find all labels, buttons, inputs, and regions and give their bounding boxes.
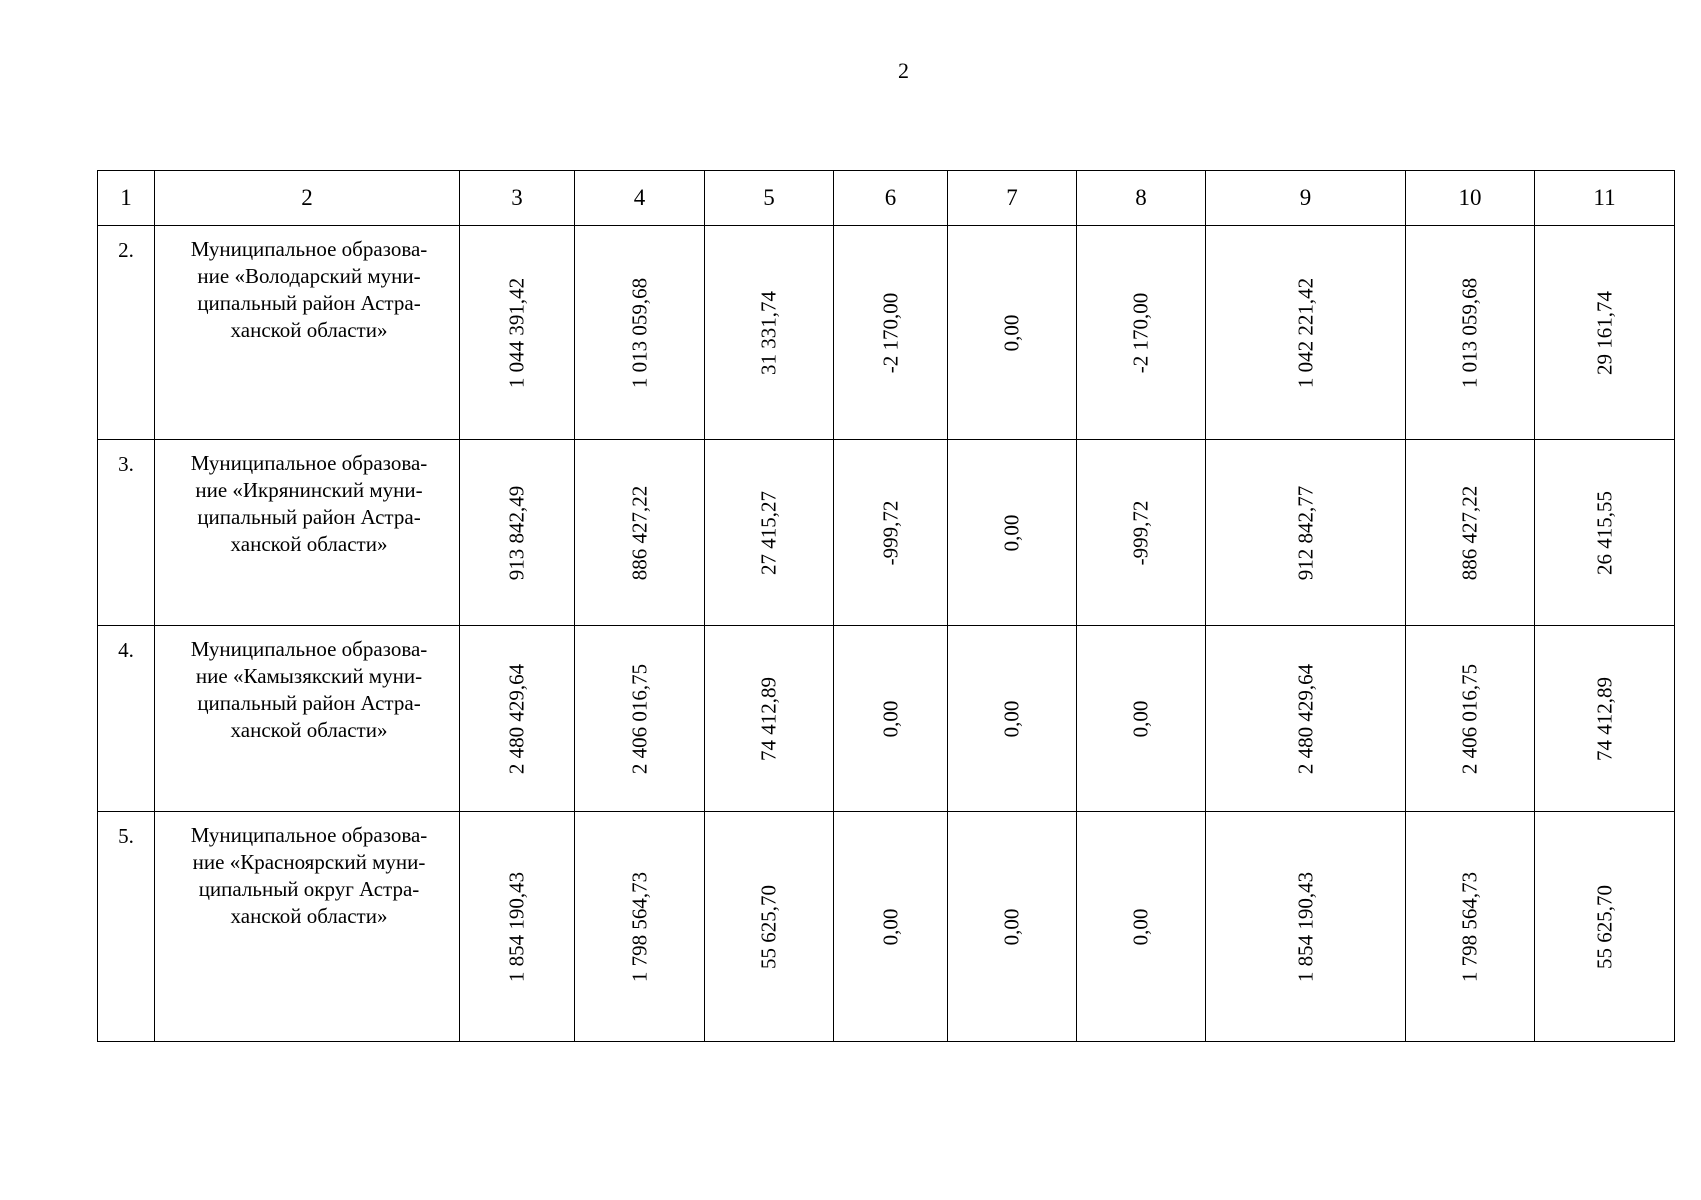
name-line: ние «Икрянинский муни- xyxy=(195,478,423,502)
name-line: Муниципальное образова- xyxy=(190,451,428,475)
cell-value: 886 427,22 xyxy=(1457,485,1482,580)
cell-value: 0,00 xyxy=(1128,908,1153,945)
value-cell xyxy=(705,626,834,812)
column-header: 8 xyxy=(1077,171,1206,226)
value-cell xyxy=(705,226,834,440)
value-cell xyxy=(1535,226,1675,440)
cell-value: 1 013 059,68 xyxy=(627,277,651,388)
name-line: ханской области» xyxy=(230,532,388,556)
table-row xyxy=(98,226,1675,440)
name-line: ханской области» xyxy=(230,718,388,742)
value-cell xyxy=(1535,812,1675,1042)
cell-value: 1 013 059,68 xyxy=(1457,277,1482,388)
value-cell xyxy=(1077,226,1206,440)
cell-value: 0,00 xyxy=(999,514,1024,551)
cell-value: 74 412,89 xyxy=(1592,676,1616,761)
value-cell xyxy=(948,226,1077,440)
name-line: ние «Камызякский муни- xyxy=(195,664,423,688)
value-cell xyxy=(1206,626,1406,812)
cell-value: 0,00 xyxy=(999,314,1024,351)
municipality-name xyxy=(155,812,460,1042)
column-header: 9 xyxy=(1206,171,1406,226)
row-number: 3. xyxy=(98,440,155,626)
cell-value: 1 042 221,42 xyxy=(1293,277,1317,388)
column-header: 6 xyxy=(834,171,948,226)
value-cell xyxy=(1535,440,1675,626)
column-header: 4 xyxy=(575,171,705,226)
column-header: 5 xyxy=(705,171,834,226)
cell-value: -999,72 xyxy=(1128,500,1153,565)
value-cell xyxy=(460,226,575,440)
value-cell xyxy=(834,440,948,626)
value-cell xyxy=(575,812,705,1042)
value-cell xyxy=(705,440,834,626)
value-cell xyxy=(1406,440,1535,626)
cell-value: 29 161,74 xyxy=(1592,290,1616,375)
cell-value: -2 170,00 xyxy=(878,292,902,373)
table-row xyxy=(98,626,1675,812)
value-cell xyxy=(1206,440,1406,626)
cell-value: -2 170,00 xyxy=(1128,292,1153,373)
value-cell xyxy=(1535,626,1675,812)
name-line: ние «Красноярский муни- xyxy=(192,850,426,874)
column-header: 2 xyxy=(155,171,460,226)
municipality-name xyxy=(155,626,460,812)
name-line: ципальный район Астра- xyxy=(197,291,421,315)
municipality-name xyxy=(155,440,460,626)
name-line: ципальный район Астра- xyxy=(197,505,421,529)
name-line: Муниципальное образова- xyxy=(190,823,428,847)
name-line: ханской области» xyxy=(230,318,388,342)
value-cell xyxy=(834,226,948,440)
value-cell xyxy=(948,440,1077,626)
column-header: 7 xyxy=(948,171,1077,226)
value-cell xyxy=(1077,440,1206,626)
cell-value: 913 842,49 xyxy=(504,485,529,580)
value-cell xyxy=(834,626,948,812)
cell-value: 0,00 xyxy=(999,908,1024,945)
cell-value: 0,00 xyxy=(878,700,902,737)
value-cell xyxy=(1406,626,1535,812)
cell-value: 1 854 190,43 xyxy=(1293,871,1317,982)
cell-value: 74 412,89 xyxy=(756,676,781,761)
value-cell xyxy=(575,226,705,440)
value-cell xyxy=(460,812,575,1042)
column-header: 3 xyxy=(460,171,575,226)
column-header: 10 xyxy=(1406,171,1535,226)
value-cell xyxy=(1077,626,1206,812)
cell-value: 0,00 xyxy=(1128,700,1153,737)
cell-value: 2 406 016,75 xyxy=(627,663,651,774)
cell-value: 31 331,74 xyxy=(756,290,781,375)
page-number: 2 xyxy=(898,58,909,83)
cell-value: 1 798 564,73 xyxy=(1457,871,1482,982)
cell-value: 2 406 016,75 xyxy=(1457,663,1482,774)
value-cell xyxy=(460,626,575,812)
cell-value: 1 798 564,73 xyxy=(627,871,651,982)
cell-value: 1 854 190,43 xyxy=(504,871,529,982)
cell-value: 2 480 429,64 xyxy=(504,663,529,774)
cell-value: -999,72 xyxy=(878,500,902,565)
value-cell xyxy=(575,440,705,626)
header-row xyxy=(98,171,1675,226)
name-line: ханской области» xyxy=(230,904,388,928)
value-cell xyxy=(575,626,705,812)
value-cell xyxy=(948,812,1077,1042)
value-cell xyxy=(1206,226,1406,440)
row-number: 4. xyxy=(98,626,155,812)
value-cell xyxy=(948,626,1077,812)
cell-value: 1 044 391,42 xyxy=(504,277,529,388)
cell-value: 55 625,70 xyxy=(1592,884,1616,969)
name-line: ципальный район Астра- xyxy=(197,691,421,715)
row-number: 5. xyxy=(98,812,155,1042)
cell-value: 0,00 xyxy=(999,700,1024,737)
value-cell xyxy=(1406,226,1535,440)
value-cell xyxy=(705,812,834,1042)
value-cell xyxy=(1206,812,1406,1042)
table-row xyxy=(98,440,1675,626)
column-header: 11 xyxy=(1535,171,1675,226)
column-header: 1 xyxy=(98,171,155,226)
value-cell xyxy=(1077,812,1206,1042)
cell-value: 27 415,27 xyxy=(756,490,781,575)
cell-value: 55 625,70 xyxy=(756,884,781,969)
cell-value: 2 480 429,64 xyxy=(1293,663,1317,774)
cell-value: 912 842,77 xyxy=(1293,485,1317,580)
name-line: Муниципальное образова- xyxy=(190,637,428,661)
row-number: 2. xyxy=(98,226,155,440)
value-cell xyxy=(1406,812,1535,1042)
cell-value: 26 415,55 xyxy=(1592,490,1616,575)
data-table xyxy=(97,170,1675,1042)
value-cell xyxy=(834,812,948,1042)
cell-value: 886 427,22 xyxy=(627,485,651,580)
name-line: Муниципальное образова- xyxy=(190,237,428,261)
table-row xyxy=(98,812,1675,1042)
cell-value: 0,00 xyxy=(878,908,902,945)
name-line: ние «Володарский муни- xyxy=(197,264,421,288)
municipality-name xyxy=(155,226,460,440)
name-line: ципальный округ Астра- xyxy=(198,877,420,901)
value-cell xyxy=(460,440,575,626)
